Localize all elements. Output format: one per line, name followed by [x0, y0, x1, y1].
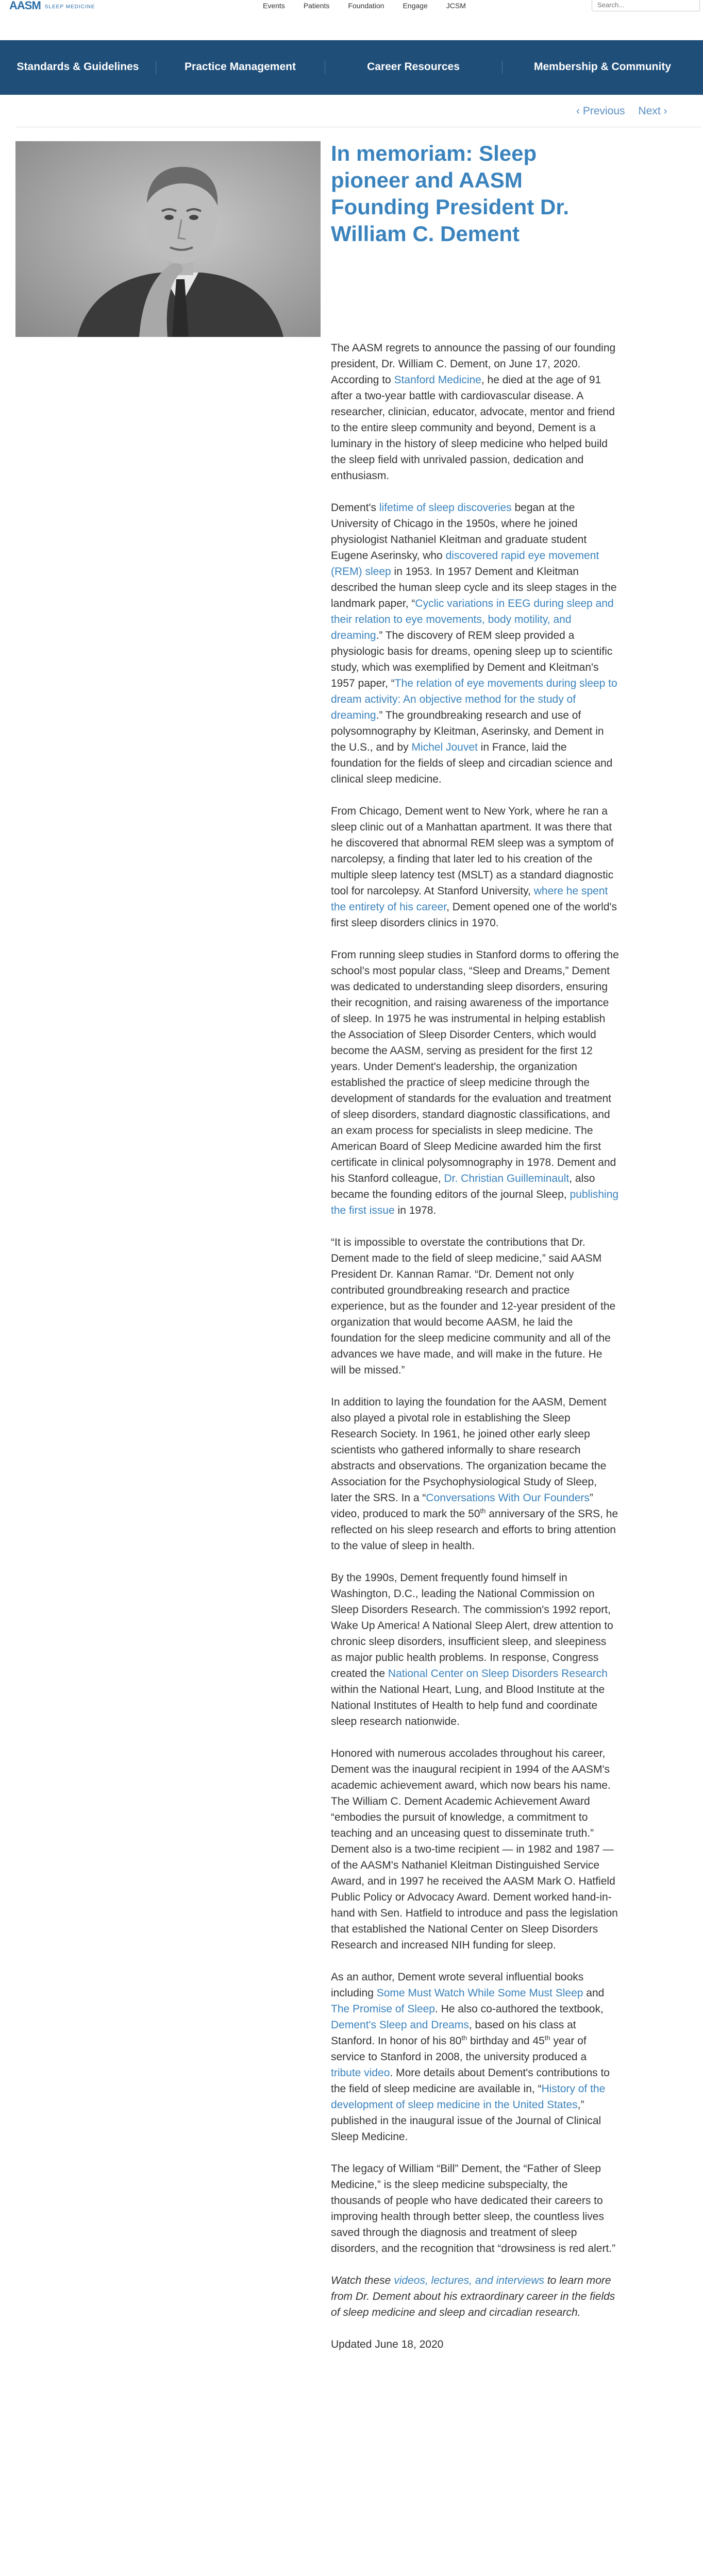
top-link-engage[interactable]: Engage: [403, 2, 428, 10]
paragraph: [331, 340, 620, 484]
quote-paragraph: “It is impossible to overstate the contributions that Dr. Dement made to the field of sleep medicine,” said AASM President Dr. Kannan Ramar. “Dr. Dement not only contributed groundbreaking research and practice experience, but as the founder and 12-year president of the organization that would become AASM, he laid the foundation for the sleep medicine community and all of the advances we have made, and will make in the future. He will be missed.”: [331, 1236, 616, 1376]
text: ” video, produced to mark the 50: [331, 1492, 593, 1520]
link-michel-jouvet[interactable]: Michel Jouvet: [411, 741, 478, 753]
aasm-logo[interactable]: [9, 0, 95, 11]
logo-mark: AASM: [9, 0, 41, 12]
paragraph: [331, 1969, 620, 2145]
next-label: Next: [638, 105, 661, 117]
paragraph: The legacy of William “Bill” Dement, the “Father of Sleep Medicine,” is the sleep medicine subspecialty, the thousands of people who have dedicated their careers to improving health through better sleep, the countless lives saved through the diagnosis and treatment of sleep disorders, and the recognition that “drowsiness is red alert.”: [331, 2163, 616, 2255]
superscript: th: [480, 1507, 486, 1515]
text: , Dement opened one of the world's first sleep disorders clinics in 1970.: [331, 901, 617, 929]
link-ncsdr[interactable]: National Center on Sleep Disorders Research: [388, 1668, 608, 1680]
portrait-image: [15, 141, 321, 337]
paragraph: [331, 803, 620, 931]
text: anniversary of the SRS, he reflected on his sleep research and efforts to bring attention to the value of sleep in health.: [331, 1508, 618, 1552]
top-nav: [263, 0, 484, 11]
link-lifetime-discoveries[interactable]: lifetime of sleep discoveries: [379, 502, 512, 514]
text: to learn more from Dr. Dement about his extraordinary career in the fields of sleep medicine and sleep and circadian research.: [331, 2275, 615, 2318]
next-link[interactable]: Next ›: [638, 105, 667, 117]
text: Dement's: [331, 502, 379, 514]
link-first-issue[interactable]: publishing the first issue: [331, 1189, 619, 1216]
link-tribute-video[interactable]: tribute video: [331, 2067, 390, 2079]
text: , based on his class at Stanford. In honor of his 80: [331, 2019, 576, 2047]
nav-item-practice-management[interactable]: Practice Management: [185, 61, 296, 73]
text: By the 1990s, Dement frequently found himself in Washington, D.C., leading the National Commission on Sleep Disorders Research. The commission's 1992 report, Wake Up America! A National Sleep Alert, drew attention to chronic sleep disorders, insufficient sleep, and sleepiness as major public health problems. In response, Congress created the: [331, 1572, 613, 1680]
text: .” The groundbreaking research and use of polysomnography by Kleitman, Aserinsky, and Dement in the U.S., and by: [331, 709, 604, 753]
portrait-illustration: [15, 141, 321, 337]
top-link-jcsm[interactable]: JCSM: [446, 2, 466, 10]
previous-link[interactable]: ‹ Previous: [576, 105, 625, 117]
page-title: In memoriam: Sleep pioneer and AASM Founding President Dr. William C. Dement: [331, 141, 570, 246]
logo-subtitle: SLEEP MEDICINE: [44, 4, 95, 10]
text: From running sleep studies in Stanford dorms to offering the school's most popular class, “Sleep and Dreams,” Dement was dedicated to understanding sleep disorders, ensuring their recognition, and raising awareness of the importance of sleep. In 1975 he was instrumental in helping establish the Association of Sleep Disorder Centers, which would become the AASM, serving as president for the first 12 years. Under Dement's leadership, the organization established the practice of sleep medicine through the development of standards for the evaluation and treatment of sleep disorders, standard diagnostic classifications, and an exam process for specialists in sleep medicine. The American Board of Sleep Medicine awarded him the first certificate in clinical polysomnography in 1978. Dement and his Stanford colleague,: [331, 949, 619, 1184]
link-history-sleep-medicine[interactable]: History of the development of sleep medicine in the United States: [331, 2083, 606, 2111]
superscript: th: [544, 2034, 550, 2042]
link-cyclic-variations-paper[interactable]: Cyclic variations in EEG during sleep and their relation to eye movements, body motility, and dreaming: [331, 598, 614, 641]
top-link-foundation[interactable]: Foundation: [348, 2, 384, 10]
text: The AASM regrets to announce the passing of our founding president, Dr. William C. Dement, on June 17, 2020. According to: [331, 342, 616, 386]
text: , also became the founding editors of the journal Sleep,: [331, 1173, 595, 1200]
link-stanford-career[interactable]: where he spent the entirety of his career: [331, 885, 608, 913]
link-stanford-medicine[interactable]: Stanford Medicine: [394, 374, 481, 386]
main-nav: [0, 40, 703, 95]
top-bar: [0, 0, 703, 11]
top-link-events[interactable]: Events: [263, 2, 285, 10]
link-sleep-and-dreams-textbook[interactable]: Dement's Sleep and Dreams: [331, 2019, 469, 2031]
text: and: [583, 1987, 605, 1999]
pager: [576, 105, 667, 117]
paragraph: [331, 500, 620, 787]
nav-item-standards[interactable]: Standards & Guidelines: [16, 61, 139, 73]
text: in 1978.: [394, 1205, 437, 1216]
link-promise-of-sleep[interactable]: The Promise of Sleep: [331, 2003, 435, 2015]
text: in 1953. In 1957 Dement and Kleitman described the human sleep cycle and its sleep stages in the landmark paper, “: [331, 566, 617, 609]
nav-item-career-resources[interactable]: Career Resources: [367, 61, 460, 73]
text: in France, laid the foundation for the fields of sleep and circadian science and clinical sleep medicine.: [331, 741, 613, 785]
paragraph: Honored with numerous accolades throughout his career, Dement was the inaugural recipient in 1994 of the AASM's academic achievement award, which now bears his name. The William C. Dement Academic Achievement Award “embodies the pursuit of knowledge, a commitment to teaching and an unceasing quest to disseminate truth.” Dement also is a two-time recipient — in 1982 and 1987 — of the AASM's Nathaniel Kleitman Distinguished Service Award, and in 1997 he received the AASM Mark O. Hatfield Public Policy or Advocacy Award. Dement worked hand-in-hand with Sen. Hatfield to introduce and pass the legislation that established the National Center on Sleep Disorders Research and increased NIH funding for sleep.: [331, 1748, 618, 1951]
link-eye-movements-paper[interactable]: The relation of eye movements during sleep to dream activity: An objective method for the study of dreaming: [331, 677, 617, 721]
text: Watch these: [331, 2275, 394, 2286]
text: From Chicago, Dement went to New York, where he ran a sleep clinic out of a Manhattan apartment. It was there that he discovered that abnormal REM sleep was a symptom of narcolepsy, a finding that later led to his creation of the multiple sleep latency test (MSLT) as a standard diagnostic tool for narcolepsy. At Stanford University,: [331, 805, 614, 897]
text: birthday and 45: [467, 2035, 545, 2047]
text: In addition to laying the foundation for the AASM, Dement also played a pivotal role in establishing the Sleep Research Society. In 1961, he joined other early sleep scientists who gathered informally to share research abstracts and observations. The organization became the Association for the Psychophysiological Study of Sleep, later the SRS. In a “: [331, 1396, 607, 1504]
text: began at the University of Chicago in the 1950s, where he joined physiologist Nathaniel Kleitman and graduate student Eugene Aserinsky, who: [331, 502, 587, 562]
text: year of service to Stanford in 2008, the university produced a: [331, 2035, 587, 2063]
paragraph: [331, 947, 620, 1218]
previous-label: Previous: [582, 105, 625, 117]
search-input[interactable]: [592, 0, 700, 11]
text: within the National Heart, Lung, and Blood Institute at the National Institutes of Health to help fund and coordinate sleep research nationwide.: [331, 1684, 605, 1727]
paragraph: [331, 2273, 620, 2320]
link-rem-sleep[interactable]: discovered rapid eye movement (REM) sleep: [331, 550, 599, 578]
updated-date: Updated June 18, 2020: [331, 2338, 444, 2350]
paragraph: [331, 1570, 620, 1730]
link-conversations-founders[interactable]: Conversations With Our Founders: [426, 1492, 590, 1504]
article-body: [331, 340, 620, 2368]
text: . More details about Dement's contributions to the field of sleep medicine are available in, “: [331, 2067, 610, 2095]
text: As an author, Dement wrote several influential books including: [331, 1971, 584, 1999]
text: ,” published in the inaugural issue of the Journal of Clinical Sleep Medicine.: [331, 2099, 601, 2143]
link-videos-lectures[interactable]: videos, lectures, and interviews: [394, 2275, 544, 2286]
text: , he died at the age of 91 after a two-year battle with cardiovascular disease. A researcher, clinician, educator, advocate, mentor and friend to the entire sleep community and beyond, Dement is a luminary in the history of sleep medicine who helped build the sleep field with unrivaled passion, dedication and enthusiasm.: [331, 374, 615, 482]
top-link-patients[interactable]: Patients: [303, 2, 330, 10]
link-christian-guilleminault[interactable]: Dr. Christian Guilleminault: [444, 1173, 570, 1184]
nav-item-membership[interactable]: Membership & Community: [533, 61, 672, 73]
text: .” The discovery of REM sleep provided a physiologic basis for dreams, opening sleep up to scientific study, which was exemplified by Dement and Kleitman's 1957 paper, “: [331, 630, 613, 689]
link-some-must-watch[interactable]: Some Must Watch While Some Must Sleep: [376, 1987, 583, 1999]
superscript: th: [461, 2034, 467, 2042]
paragraph: [331, 1394, 620, 1554]
text: . He also co-authored the textbook,: [434, 2003, 604, 2015]
nav-separator: [502, 61, 503, 74]
